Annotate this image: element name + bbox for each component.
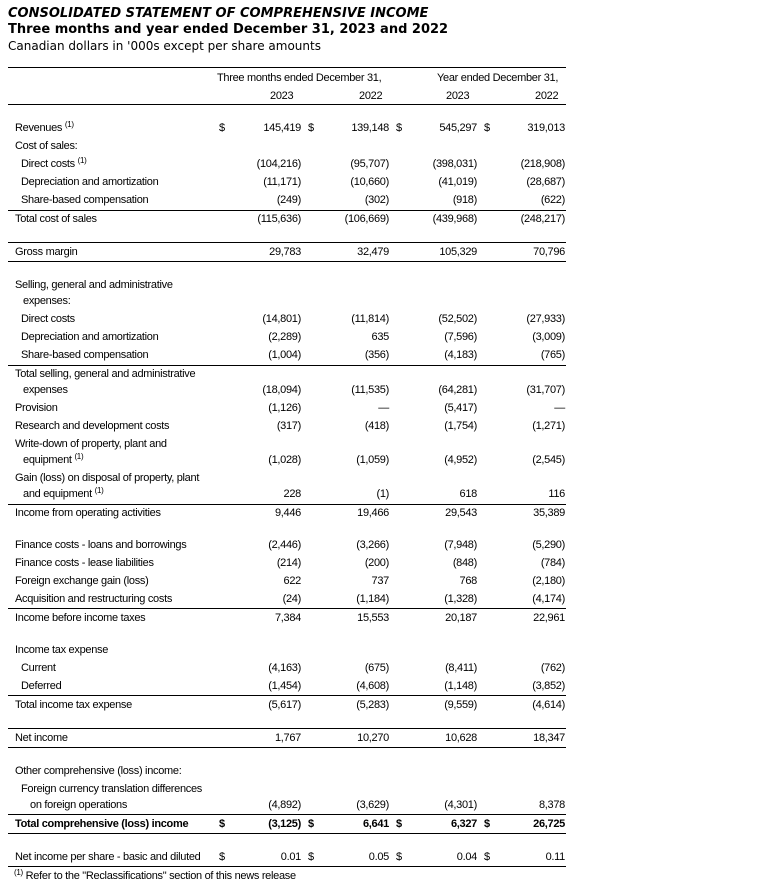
row-value: (418) — [364, 420, 389, 432]
row-value: — — [554, 402, 565, 414]
header-year-ended: Year ended December 31, — [437, 72, 559, 84]
row-value: 635 — [371, 331, 389, 343]
currency-symbol: $ — [484, 818, 491, 830]
row-label: Share-based compensation — [21, 194, 149, 206]
row-value: (3,125) — [268, 818, 301, 830]
row-value: (7,596) — [444, 331, 477, 343]
row-label: Total selling, general and administrative — [15, 368, 196, 380]
row-label: Revenues $^{(1)}$ — [15, 120, 74, 134]
row-label: Income tax expense — [15, 644, 109, 656]
row-value: (439,968) — [432, 213, 477, 225]
rule-line — [8, 833, 566, 834]
rule-line — [8, 365, 566, 366]
row-value: 768 — [459, 575, 477, 587]
units-note: Canadian dollars in '000s except per share amounts — [8, 39, 321, 53]
row-value: (8,411) — [445, 662, 477, 674]
statement-subtitle: Three months and year ended December 31, 2023 and 2022 — [8, 22, 449, 37]
row-value: (11,171) — [263, 176, 301, 188]
rule-line — [8, 67, 566, 68]
row-label: Income before income taxes — [15, 612, 146, 624]
row-label: Gross margin — [15, 246, 78, 258]
statement-title: CONSOLIDATED STATEMENT OF COMPREHENSIVE INCOME — [8, 6, 429, 21]
row-value: 116 — [548, 488, 565, 500]
row-value: 228 — [283, 488, 301, 500]
row-value: (3,629) — [356, 799, 389, 811]
row-value: 6,641 — [362, 818, 389, 830]
row-value: 1,767 — [274, 732, 301, 744]
row-value: (2,180) — [532, 575, 565, 587]
row-value: 22,961 — [533, 612, 565, 624]
row-label: Cost of sales: — [15, 140, 78, 152]
row-value: 545,297 — [439, 122, 477, 134]
row-value: 618 — [459, 488, 477, 500]
row-label: Direct costs — [21, 313, 75, 325]
row-value: (18,094) — [262, 384, 301, 396]
row-value: (784) — [540, 557, 565, 569]
row-value: 35,389 — [533, 507, 565, 519]
row-value: (28,687) — [526, 176, 565, 188]
rule-line — [8, 728, 566, 729]
currency-symbol: $ — [396, 122, 403, 134]
row-value: 29,783 — [269, 246, 301, 258]
row-value: (249) — [276, 194, 301, 206]
row-value: (1) — [376, 488, 389, 500]
currency-symbol: $ — [219, 122, 226, 134]
rule-line — [8, 747, 566, 748]
row-label: Write-down of property, plant and — [15, 438, 167, 450]
row-value: 70,796 — [533, 246, 565, 258]
row-value: 29,543 — [445, 507, 477, 519]
row-value: (918) — [452, 194, 477, 206]
row-value: 15,553 — [357, 612, 389, 624]
row-value: (106,669) — [344, 213, 389, 225]
row-value: (3,266) — [356, 539, 389, 551]
row-label: Other comprehensive (loss) income: — [15, 765, 182, 777]
row-value: (1,454) — [268, 680, 301, 692]
row-value: (1,126) — [268, 402, 301, 414]
row-value: 0.11 — [545, 851, 565, 863]
row-value: (52,502) — [438, 313, 477, 325]
row-label: Direct costs $^{(1)}$ — [21, 156, 87, 170]
row-label: Research and development costs — [15, 420, 170, 432]
rule-line — [8, 210, 566, 211]
row-value: (762) — [540, 662, 565, 674]
row-value: (4,952) — [444, 454, 477, 466]
row-label: equipment $^{(1)}$ — [23, 452, 84, 466]
row-value: 0.04 — [456, 851, 477, 863]
row-value: 6,327 — [450, 818, 477, 830]
row-value: 19,466 — [357, 507, 389, 519]
currency-symbol: $ — [396, 851, 403, 863]
row-value: (1,148) — [444, 680, 477, 692]
row-label: Foreign currency translation differences — [21, 783, 203, 795]
row-value: (1,754) — [444, 420, 477, 432]
row-value: (218,908) — [520, 158, 565, 170]
row-label: Foreign exchange gain (loss) — [15, 575, 149, 587]
currency-symbol: $ — [308, 122, 315, 134]
row-value: (4,183) — [444, 349, 477, 361]
rule-line — [8, 608, 566, 609]
row-value: (95,707) — [350, 158, 389, 170]
row-label: and equipment $^{(1)}$ — [23, 486, 104, 500]
currency-symbol: $ — [308, 851, 315, 863]
row-value: 9,446 — [274, 507, 301, 519]
row-value: — — [378, 402, 389, 414]
header-year-q-2022: 2022 — [359, 90, 383, 102]
header-year-y-2023: 2023 — [446, 90, 470, 102]
row-value: (214) — [276, 557, 301, 569]
row-label: Net income per share - basic and diluted — [15, 851, 201, 863]
row-value: (848) — [452, 557, 477, 569]
row-value: (2,446) — [268, 539, 301, 551]
currency-symbol: $ — [308, 818, 315, 830]
rule-line — [8, 261, 566, 262]
row-value: 622 — [283, 575, 301, 587]
row-value: 145,419 — [263, 122, 301, 134]
rule-line — [8, 695, 566, 696]
row-value: (41,019) — [438, 176, 477, 188]
row-label: Total comprehensive (loss) income — [15, 818, 189, 830]
row-value: (4,614) — [532, 699, 565, 711]
row-value: (765) — [540, 349, 565, 361]
row-label: Gain (loss) on disposal of property, plant — [15, 472, 200, 484]
rule-line — [8, 104, 566, 105]
row-label: expenses: — [23, 295, 71, 307]
row-value: (4,608) — [356, 680, 389, 692]
currency-symbol: $ — [484, 851, 491, 863]
row-label: Finance costs - lease liabilities — [15, 557, 154, 569]
row-value: (4,301) — [444, 799, 477, 811]
row-value: 10,270 — [357, 732, 389, 744]
row-value: (9,559) — [444, 699, 477, 711]
row-value: (200) — [364, 557, 389, 569]
row-value: (7,948) — [444, 539, 477, 551]
row-value: (31,707) — [526, 384, 565, 396]
row-value: (24) — [282, 593, 301, 605]
row-value: 737 — [371, 575, 389, 587]
header-year-y-2022: 2022 — [535, 90, 559, 102]
row-value: (4,163) — [268, 662, 301, 674]
row-value: 105,329 — [439, 246, 477, 258]
rule-line — [8, 866, 566, 867]
row-value: (5,283) — [356, 699, 389, 711]
row-value: (5,617) — [268, 699, 301, 711]
row-value: (317) — [276, 420, 301, 432]
row-label: Selling, general and administrative — [15, 279, 173, 291]
row-value: 26,725 — [533, 818, 565, 830]
row-value: 18,347 — [533, 732, 565, 744]
row-label: Current — [21, 662, 56, 674]
row-label: Net income — [15, 732, 68, 744]
row-value: (675) — [364, 662, 389, 674]
footnote: $^{(1)}$ Refer to the "Reclassifications" section of this news release — [14, 868, 296, 882]
row-value: (2,545) — [532, 454, 565, 466]
currency-symbol: $ — [219, 851, 226, 863]
row-label: Deferred — [21, 680, 62, 692]
row-value: 20,187 — [445, 612, 477, 624]
row-label: Income from operating activities — [15, 507, 161, 519]
row-value: (1,271) — [532, 420, 565, 432]
row-value: 0.05 — [368, 851, 389, 863]
row-value: (5,290) — [532, 539, 565, 551]
row-value: (1,028) — [268, 454, 301, 466]
row-value: (10,660) — [350, 176, 389, 188]
row-value: (11,814) — [351, 313, 389, 325]
row-label: Provision — [15, 402, 58, 414]
row-value: 8,378 — [538, 799, 565, 811]
row-label: Total cost of sales — [15, 213, 97, 225]
row-label: Depreciation and amortization — [21, 176, 159, 188]
row-value: (115,636) — [257, 213, 301, 225]
row-value: (1,184) — [356, 593, 389, 605]
row-value: (3,009) — [532, 331, 565, 343]
row-value: (248,217) — [520, 213, 565, 225]
row-value: 7,384 — [274, 612, 301, 624]
row-value: (14,801) — [262, 313, 301, 325]
row-value: (2,289) — [268, 331, 301, 343]
row-value: (1,059) — [356, 454, 389, 466]
rule-line — [8, 814, 566, 815]
row-value: (622) — [540, 194, 565, 206]
row-label: Share-based compensation — [21, 349, 149, 361]
row-value: (4,174) — [532, 593, 565, 605]
row-value: (3,852) — [532, 680, 565, 692]
row-value: 139,148 — [351, 122, 389, 134]
row-value: 32,479 — [357, 246, 389, 258]
header-year-q-2023: 2023 — [270, 90, 294, 102]
row-value: 10,628 — [445, 732, 477, 744]
row-label: Acquisition and restructuring costs — [15, 593, 173, 605]
currency-symbol: $ — [219, 818, 226, 830]
rule-line — [8, 504, 566, 505]
currency-symbol: $ — [484, 122, 491, 134]
row-value: (5,417) — [444, 402, 477, 414]
row-value: (356) — [364, 349, 389, 361]
row-label: expenses — [23, 384, 68, 396]
row-value: 319,013 — [527, 122, 565, 134]
row-value: (4,892) — [268, 799, 301, 811]
row-value: (398,031) — [432, 158, 477, 170]
row-label: Total income tax expense — [15, 699, 132, 711]
row-value: (104,216) — [256, 158, 301, 170]
row-value: (64,281) — [438, 384, 477, 396]
row-value: 0.01 — [280, 851, 301, 863]
currency-symbol: $ — [396, 818, 403, 830]
rule-line — [8, 242, 566, 243]
row-value: (1,004) — [268, 349, 301, 361]
row-label: Depreciation and amortization — [21, 331, 159, 343]
row-value: (1,328) — [444, 593, 477, 605]
row-label: Finance costs - loans and borrowings — [15, 539, 187, 551]
row-value: (302) — [364, 194, 389, 206]
row-label: on foreign operations — [30, 799, 128, 811]
header-three-months: Three months ended December 31, — [217, 72, 382, 84]
row-value: (27,933) — [526, 313, 565, 325]
row-value: (11,535) — [351, 384, 389, 396]
